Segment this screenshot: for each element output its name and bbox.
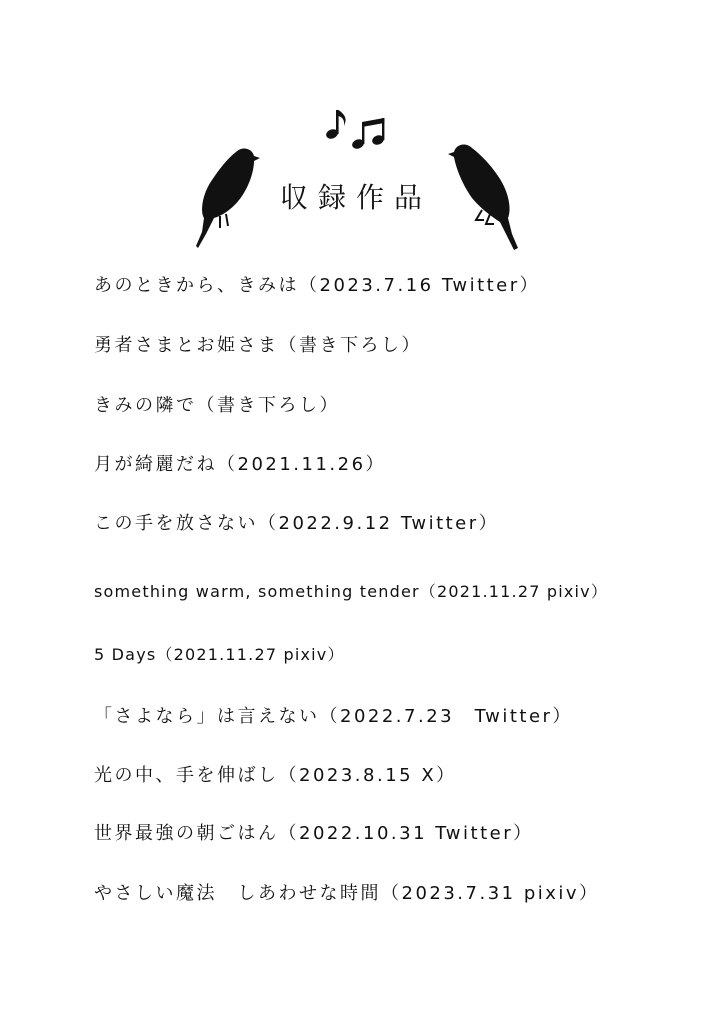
list-item: 「さよなら」は言えない（2022.7.23 Twitter） <box>94 706 573 727</box>
list-item: 5 Days（2021.11.27 pixiv） <box>94 645 345 664</box>
list-item: この手を放さない（2022.9.12 Twitter） <box>94 513 500 534</box>
list-item: 月が綺麗だね（2021.11.26） <box>94 454 387 475</box>
page-title: 収録作品 <box>279 181 432 214</box>
list-item: 光の中、手を伸ばし（2023.8.15 X） <box>94 765 457 786</box>
list-item: 勇者さまとお姫さま（書き下ろし） <box>94 335 422 356</box>
contents-list <box>94 0 694 1024</box>
list-item: きみの隣で（書き下ろし） <box>94 395 340 416</box>
list-item: 世界最強の朝ごはん（2022.10.31 Twitter） <box>94 823 534 844</box>
list-item: something warm, something tender（2021.11.27 pixiv） <box>94 582 609 601</box>
list-item: あのときから、きみは（2023.7.16 Twitter） <box>94 275 541 296</box>
list-item: やさしい魔法 しあわせな時間（2023.7.31 pixiv） <box>94 883 600 904</box>
